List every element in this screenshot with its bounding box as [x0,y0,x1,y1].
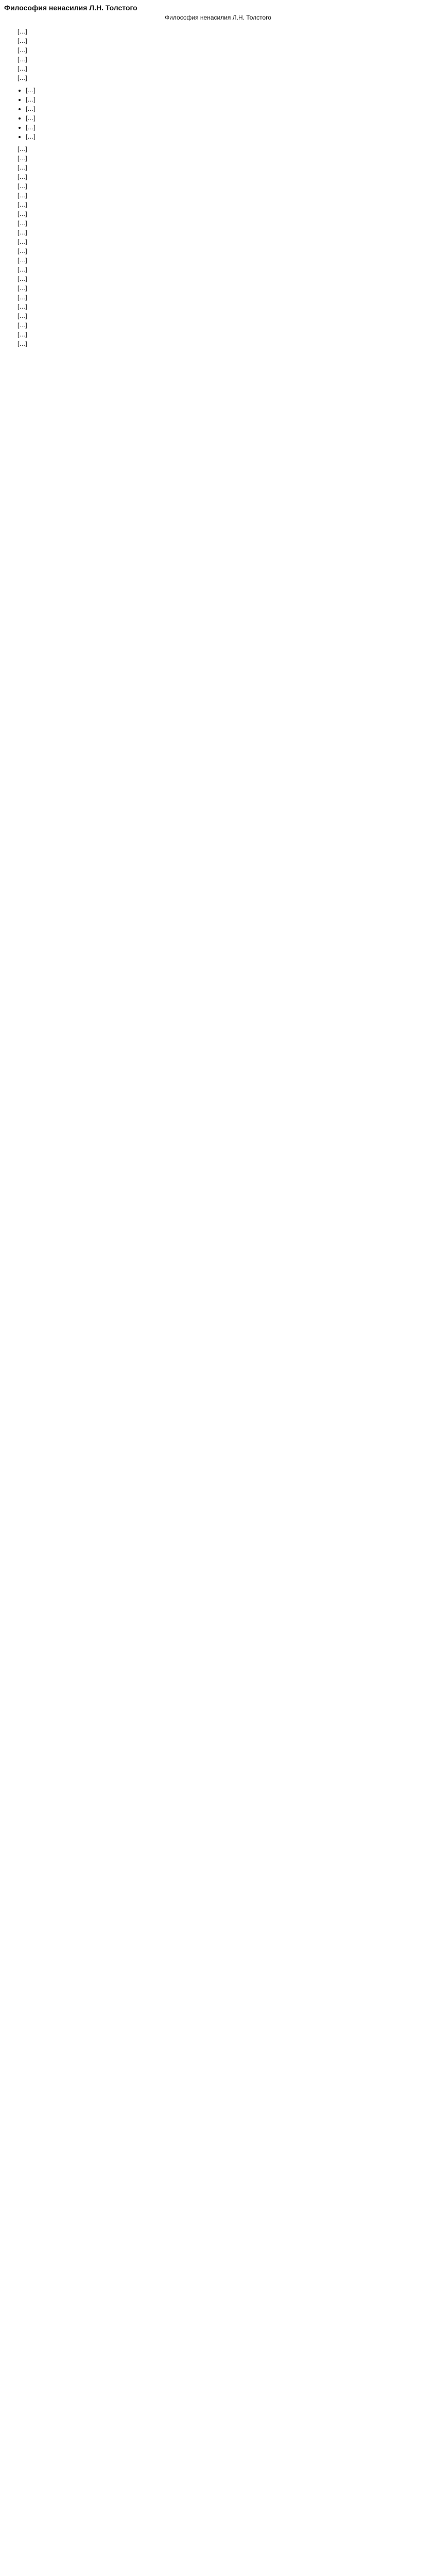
article-body-after-list [4,144,432,348]
article-paragraph: […] [18,294,27,301]
article-paragraph: […] [18,201,27,208]
article-paragraph: […] [18,266,27,273]
article-paragraph: […] [18,275,27,282]
article-paragraph: […] [18,182,27,190]
article-paragraph: […] [18,321,27,329]
article-paragraph: […] [18,303,27,310]
list-item: • […] [26,123,432,132]
article-paragraph: […] [18,284,27,292]
article-paragraph: […] [18,192,27,199]
article-paragraph: […] [18,74,27,81]
article-paragraph: […] [18,164,27,171]
article-paragraph: […] [18,257,27,264]
list-item: • […] [26,86,432,95]
article-paragraph: […] [18,28,27,35]
article-subtitle: Философия ненасилия Л.Н. Толстого [165,14,271,21]
article-paragraph: […] [18,312,27,319]
article-paragraph: […] [18,210,27,217]
article-paragraph: […] [18,145,27,152]
article-paragraph: […] [18,219,27,227]
article-paragraph: […] [18,37,27,44]
article-body-before-list [4,27,432,82]
article-paragraph: […] [18,340,27,347]
list-item: • […] [26,113,432,123]
article-paragraph: […] [18,247,27,255]
list-item: • […] [26,104,432,113]
article-paragraph: […] [18,56,27,63]
article-title: Философия ненасилия Л.Н. Толстого [4,4,137,12]
list-item: • […] [26,132,432,141]
article-paragraph: […] [18,65,27,72]
article-paragraph: […] [18,229,27,236]
article-list [4,86,432,141]
article-paragraph: […] [18,238,27,245]
article-paragraph: […] [18,155,27,162]
article-paragraph: […] [18,331,27,338]
list-item: • […] [26,95,432,104]
article-paragraph: […] [18,46,27,54]
article-paragraph: […] [18,173,27,180]
